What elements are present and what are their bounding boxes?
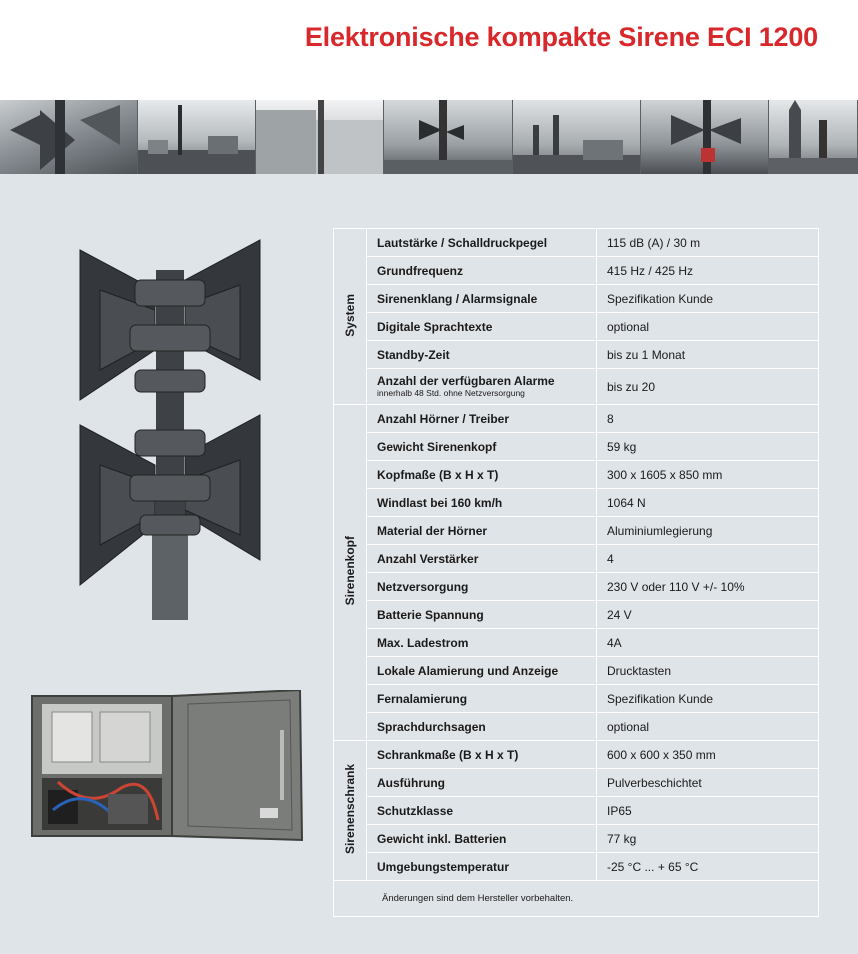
spec-key-with-sub	[367, 369, 597, 405]
spec-key: Sprachdurchsagen	[367, 713, 597, 741]
table-row	[334, 313, 819, 341]
banner-photo-building	[256, 100, 384, 174]
banner-photo-siren-1	[0, 100, 138, 174]
spec-value: Drucktasten	[597, 657, 819, 685]
spec-key: Lokale Alamierung und Anzeige	[367, 657, 597, 685]
spec-key: Schutzklasse	[367, 797, 597, 825]
spec-value: Aluminiumlegierung	[597, 517, 819, 545]
category-cell-sirenenschrank	[334, 741, 367, 881]
spec-key: Anzahl Hörner / Treiber	[367, 405, 597, 433]
spec-value: Pulverbeschichtet	[597, 769, 819, 797]
table-row	[334, 601, 819, 629]
title-bar	[0, 0, 858, 100]
spec-key: Max. Ladestrom	[367, 629, 597, 657]
table-row	[334, 685, 819, 713]
table-row	[334, 341, 819, 369]
spec-key: Ausführung	[367, 769, 597, 797]
table-row	[334, 629, 819, 657]
table-row-note	[334, 881, 819, 917]
table-row	[334, 545, 819, 573]
spec-key: Grundfrequenz	[367, 257, 597, 285]
table-row	[334, 573, 819, 601]
spec-value: Spezifikation Kunde	[597, 685, 819, 713]
table-row	[334, 769, 819, 797]
table-row	[334, 257, 819, 285]
category-label: System	[343, 293, 357, 337]
table-row	[334, 461, 819, 489]
spec-value: 24 V	[597, 601, 819, 629]
spec-key: Digitale Sprachtexte	[367, 313, 597, 341]
category-cell-system	[334, 229, 367, 405]
spec-value: 230 V oder 110 V +/- 10%	[597, 573, 819, 601]
spec-value: 59 kg	[597, 433, 819, 461]
banner-photo-siren-3	[641, 100, 769, 174]
spec-value: Spezifikation Kunde	[597, 285, 819, 313]
spec-key: Material der Hörner	[367, 517, 597, 545]
spec-value: 115 dB (A) / 30 m	[597, 229, 819, 257]
spec-key: Gewicht Sirenenkopf	[367, 433, 597, 461]
table-row	[334, 285, 819, 313]
spec-table	[333, 228, 819, 917]
table-row	[334, 433, 819, 461]
disclaimer-note: Änderungen sind dem Hersteller vorbehalten.	[334, 881, 819, 917]
table-row	[334, 229, 819, 257]
spec-value: optional	[597, 313, 819, 341]
spec-key: Lautstärke / Schalldruckpegel	[367, 229, 597, 257]
spec-key-sub: innerhalb 48 Std. ohne Netzversorgung	[377, 388, 525, 398]
banner-photo-industry	[513, 100, 641, 174]
table-row	[334, 797, 819, 825]
spec-key: Anzahl der verfügbaren Alarme	[377, 374, 555, 388]
spec-key: Windlast bei 160 km/h	[367, 489, 597, 517]
spec-value: 4	[597, 545, 819, 573]
category-label: Sirenenschrank	[343, 763, 357, 855]
spec-key: Umgebungstemperatur	[367, 853, 597, 881]
spec-key: Anzahl Verstärker	[367, 545, 597, 573]
spec-value: -25 °C ... + 65 °C	[597, 853, 819, 881]
spec-value: 4A	[597, 629, 819, 657]
page-title: Elektronische kompakte Sirene ECI 1200	[304, 22, 818, 52]
category-cell-sirenenkopf	[334, 405, 367, 741]
spec-value: 1064 N	[597, 489, 819, 517]
banner-photo-church	[769, 100, 858, 174]
spec-value: optional	[597, 713, 819, 741]
spec-key: Batterie Spannung	[367, 601, 597, 629]
banner-photo-siren-2	[384, 100, 512, 174]
table-row	[334, 517, 819, 545]
siren-head-image	[60, 230, 280, 620]
table-row	[334, 713, 819, 741]
siren-cabinet-image	[28, 690, 318, 845]
table-row	[334, 657, 819, 685]
spec-key: Gewicht inkl. Batterien	[367, 825, 597, 853]
table-row	[334, 825, 819, 853]
spec-key: Sirenenklang / Alarmsignale	[367, 285, 597, 313]
spec-key: Fernalamierung	[367, 685, 597, 713]
spec-value: bis zu 1 Monat	[597, 341, 819, 369]
table-row	[334, 741, 819, 769]
spec-value: 415 Hz / 425 Hz	[597, 257, 819, 285]
spec-value: 77 kg	[597, 825, 819, 853]
photo-banner	[0, 100, 858, 174]
category-label: Sirenenkopf	[343, 536, 357, 606]
spec-value: bis zu 20	[597, 369, 819, 405]
spec-value: 8	[597, 405, 819, 433]
spec-key: Netzversorgung	[367, 573, 597, 601]
table-row	[334, 405, 819, 433]
table-row	[334, 369, 819, 405]
table-row	[334, 853, 819, 881]
spec-key: Standby-Zeit	[367, 341, 597, 369]
spec-key: Schrankmaße (B x H x T)	[367, 741, 597, 769]
banner-photo-city-1	[138, 100, 256, 174]
spec-key: Kopfmaße (B x H x T)	[367, 461, 597, 489]
spec-value: IP65	[597, 797, 819, 825]
spec-value: 600 x 600 x 350 mm	[597, 741, 819, 769]
spec-value: 300 x 1605 x 850 mm	[597, 461, 819, 489]
table-row	[334, 489, 819, 517]
